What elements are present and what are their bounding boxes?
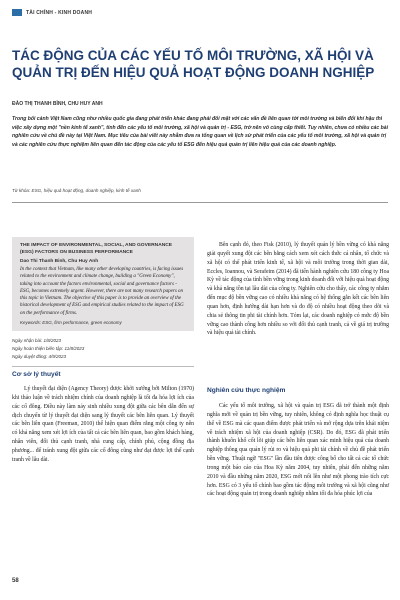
english-title: THE IMPACT OF ENVIRONMENTAL, SOCIAL, AND GOVERNANCE (ESG) FACTORS ON BUSINESS PERFORMANCE [20,243,173,255]
paragraph: Các yếu tố môi trường, xã hội và quản trị ESG đã trở thành một định nghĩa mới về quản trị bền vững, tuy nhiên, không có định nghĩa học thuật cụ thể về ESG mà các quan điểm được phát triển và mở rộng dựa trên khái niệm về trách nhiệm xã hội của doanh nghiệp (CSR). Do đó, ESG đã phát triển thành khuôn khổ cốt lõi giúp các bên liên quan xác minh hiệu quả của doanh nghiệp thông qua quản lý rủi ro và hiệu quả phi tài chính về chủ đề phát triển bền vững. Thuật ngữ "ESG" lần đầu tiên được công bố cho tất cả các tổ chức trong một báo cáo của Hoa Kỳ năm 2004, tuy nhiên, phải đến những năm 2010 và đầu những năm 2020, ESG mới nổi lên như một phong trào tích cực hơn. ESG có 3 yếu tố chính bao gồm tác động môi trường và xã hội cũng như các hoạt động quản trị trong doanh nghiệp nhằm tối đa hóa phúc lợi của [207,403,389,498]
right-column-top [207,241,389,338]
left-column-body [12,385,194,465]
divider [12,202,388,203]
english-authors: Dao Thi Thanh Binh, Chu Huy Anh [20,259,99,264]
date-received: Ngày nhận bài: 1/8/2023 [12,338,62,343]
date-reviewed: Ngày hoàn thiện biên tập: 11/8/2023 [12,346,85,351]
abstract-vietnamese: Trong bối cảnh Việt Nam cũng như nhiều quốc gia đang phát triển khác đang phải đối mặt với các vấn đề liên quan tới môi trường và biến đổi khí hậu thì việc xây dựng một "nền kinh tế xanh", tính đến các yếu tố môi trường, xã hội và quản trị - ESG, trở nên vô cùng cấp thiết. Tuy nhiên, chưa có nhiều các bài nghiên cứu về chủ đề này tại Việt Nam. Mục tiêu của bài viết này nhằm đưa ra tổng quan về lịch sử phát triển của các yếu tố môi trường, xã hội và quản trị và các nghiên cứu thực nghiệm liên quan đến tác động của các yếu tố ESG đến hiệu quả quản trị liên hiệu quả của các doanh nghiệp. [12,116,388,149]
section-heading-theory: Cơ sở lý thuyết [12,371,61,378]
publication-dates [12,337,84,361]
english-keywords: Keywords: ESG, firm performance, green economy [20,320,122,326]
paragraph: Bên cạnh đó, theo Fisk (2010), lý thuyết quản lý bền vững có khả năng giải quyết xung đột các bên bằng cách xem xét cách thức cá nhân, tổ chức và xã hội có thể phát triển kinh tế, xã hội và môi trường trong thời gian dài, Eccles, Ioannou, và Serafeim (2014) đã tiến hành nghiên cứu 180 công ty Hoa Kỳ về tác động của tính bền vững trong kinh doanh đối với hiệu quả hoạt động và khả năng tồn tại lâu dài của công ty. Nghiên cứu cho thấy, các công ty nhằm đến mục độ bền vững cao có nhiều khả năng có hệ thống gắn kết các bên liên quan hơn, định hướng dài hạn hơn và đo độ có nhiều hoạt động theo dõi và chia sẻ thông tin phi tài chính hơn. Tóm lại, các doanh nghiệp có mức độ bền vững cao thành công hơn nhiều so với đối thủ cạnh tranh, cả về giá trị trường và hiệu quả tài chính. [207,242,389,337]
right-column-bottom [207,402,389,499]
english-abstract: In the context that Vietnam, like many other developing countries, is facing issues related to the environment and climate change, building a "Green Economy", taking into account the factors environmental, social and governance factors - ESG, becomes extremely urgent. However, there are not many research papers on this topic in Vietnam. The objective of this paper is to provide an overview of the historical development of ESG and empirical studies related to the impact of ESG on the performance of firms. [20,267,184,316]
date-approved: Ngày duyệt đăng: 4/9/2023 [12,354,67,359]
english-abstract-box [12,237,194,331]
page-number: 58 [12,578,19,584]
paragraph: Lý thuyết đại diện (Agency Theory) được khởi xướng bởi Milton (1970) khi thảo luận về trách nhiệm chính của doanh nghiệp là tối đa hóa lợi ích của các cổ đông. Điều này làm nảy sinh nhiều xung đột giữa các bên dẫn đến sự dịch chuyển từ lý thuyết đại diện sang lý thuyết các bên liên quan. Lý thuyết các bên liên quan (Freeman, 2010) thể hiện quan điểm rằng một công ty nên có khả năng xem xét lợi ích của tất cả các bên liên quan, bao gồm khách hàng, nhân viên, đối thủ cạnh tranh, nhà cung cấp, chính phủ, cộng đồng địa phương... để tránh xung đột giữa các cổ đông cũng như đạt được lợi thế cạnh tranh về lâu dài. [12,386,194,463]
section-heading-empirical: Nghiên cứu thực nghiệm [207,387,286,394]
keywords-vietnamese: Từ khóa: ESG, hiệu quả hoạt động, doanh nghiệp, kinh tế xanh [12,188,141,193]
section-label: TÀI CHÍNH - KINH DOANH [26,9,93,16]
divider [12,366,194,367]
article-authors: ĐÀO THỊ THANH BÌNH, CHU HUY ANH [12,101,103,107]
section-marker-icon [12,9,22,16]
section-header [12,9,92,16]
article-title: TÁC ĐỘNG CỦA CÁC YẾU TỐ MÔI TRƯỜNG, XÃ HỘI VÀ QUẢN TRỊ ĐẾN HIỆU QUẢ HOẠT ĐỘNG DOANH NGHIỆP [12,48,375,80]
